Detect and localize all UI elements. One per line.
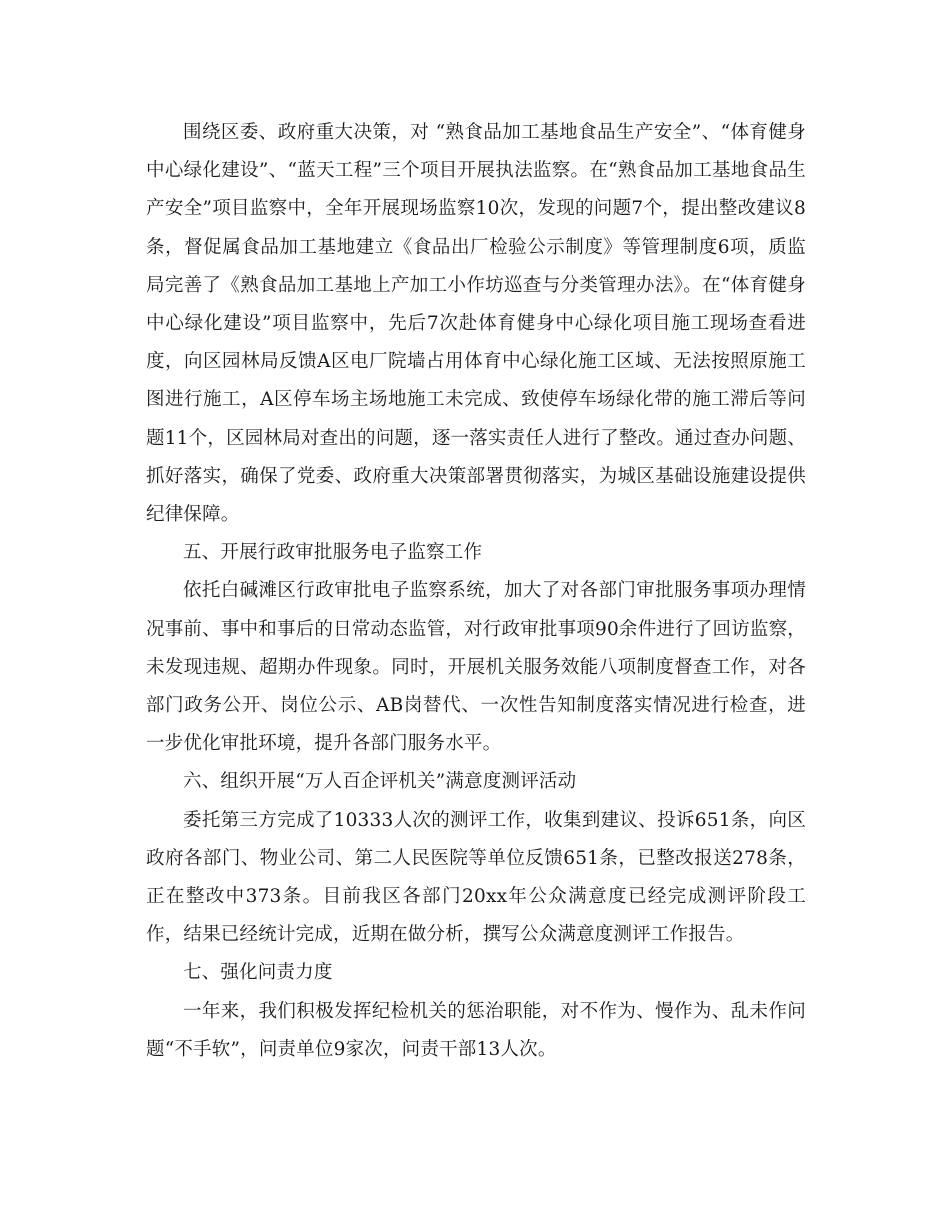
paragraph-satisfaction-survey: 委托第三方完成了10333人次的测评工作，收集到建议、投诉651条，向区政府各部门、物业公司、第二人民医院等单位反馈651条，已整改报送278条，正在整改中373条。目前我区各部门20xx年公众满意度已经完成测评阶段工作，结果已经统计完成，近期在做分析，撰写公众满意度测评工作报告。 (146, 809, 806, 946)
section-heading-seven: 七、强化问责力度 (183, 962, 333, 984)
section-heading-five: 五、开展行政审批服务电子监察工作 (183, 542, 483, 564)
paragraph-accountability: 一年来，我们积极发挥纪检机关的惩治职能，对不作为、慢作为、乱未作问题“不手软”，问责单位9家次，问责干部13人次。 (146, 1000, 806, 1060)
section-heading-six: 六、组织开展“万人百企评机关”满意度测评活动 (183, 771, 577, 793)
paragraph-electronic-supervision: 依托白碱滩区行政审批电子监察系统，加大了对各部门审批服务事项办理情况事前、事中和事后的日常动态监管，对行政审批事项90余件进行了回访监察，未发现违规、超期办件现象。同时，开展机关服务效能八项制度督查工作，对各部门政务公开、岗位公示、AB岗替代、一次性告知制度落实情况进行检查，进一步优化审批环境，提升各部门服务水平。 (146, 580, 806, 755)
paragraph-execution-supervision: 围绕区委、政府重大决策，对 “熟食品加工基地食品生产安全”、“体育健身中心绿化建设”、“蓝天工程”三个项目开展执法监察。在“熟食品加工基地食品生产安全”项目监察中，全年开展现场监察10次，发现的问题7个，提出整改建议8条，督促属食品加工基地建立《食品出厂检验公示制度》等管理制度6项，质监局完善了《熟食品加工基地上产加工小作坊巡查与分类管理办法》。在“体育健身中心绿化建设”项目监察中，先后7次赴体育健身中心绿化项目施工现场查看进度，向区园林局反馈A区电厂院墙占用体育中心绿化施工区域、无法按照原施工图进行施工，A区停车场主场地施工未完成、致使停车场绿化带的施工滞后等问题11个，区园林局对查出的问题，逐一落实责任人进行了整改。通过查办问题、抓好落实，确保了党委、政府重大决策部署贯彻落实，为城区基础设施建设提供纪律保障。 (146, 122, 806, 526)
document-body (146, 114, 806, 1069)
